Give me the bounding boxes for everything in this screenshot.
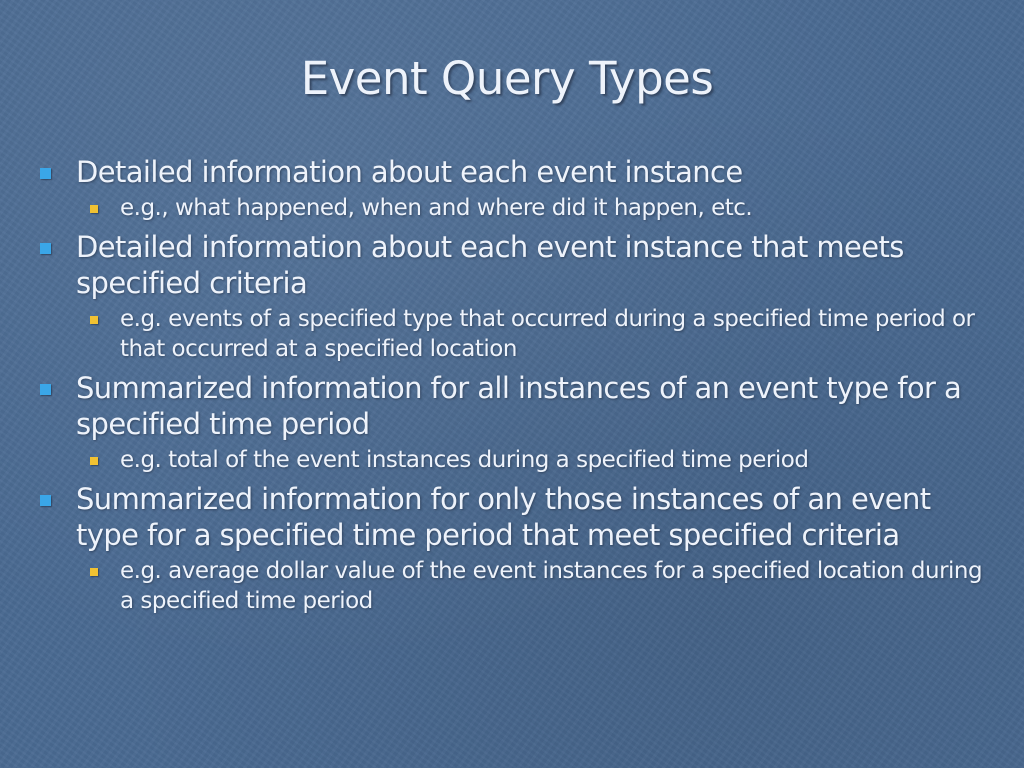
sub-bullet-item: [36, 445, 986, 475]
square-bullet-icon: [40, 384, 51, 395]
bullet-item: [36, 370, 986, 442]
square-bullet-icon: [40, 243, 51, 254]
bullet-text: Detailed information about each event instance: [76, 155, 743, 189]
bullet-item: [36, 229, 986, 301]
sub-bullet-item: [36, 556, 986, 616]
square-bullet-icon: [40, 495, 51, 506]
sub-bullet-item: [36, 304, 986, 364]
small-square-bullet-icon: [90, 568, 98, 576]
sub-bullet-text: e.g. events of a specified type that occurred during a specified time period or that occurred at a specified location: [120, 306, 975, 362]
bullet-text: Summarized information for all instances of an event type for a specified time period: [76, 371, 962, 441]
bullet-item: [36, 154, 986, 190]
sub-bullet-item: [36, 193, 986, 223]
small-square-bullet-icon: [90, 316, 98, 324]
square-bullet-icon: [40, 168, 51, 179]
small-square-bullet-icon: [90, 205, 98, 213]
bullet-text: Summarized information for only those instances of an event type for a specified time period that meet specified criteria: [76, 482, 931, 552]
sub-bullet-text: e.g. total of the event instances during a specified time period: [120, 447, 809, 473]
bullet-list: [36, 154, 986, 616]
bullet-item: [36, 481, 986, 553]
slide-title: Event Query Types: [300, 52, 714, 105]
sub-bullet-text: e.g., what happened, when and where did it happen, etc.: [120, 195, 753, 221]
bullet-text: Detailed information about each event instance that meets specified criteria: [76, 230, 904, 300]
sub-bullet-text: e.g. average dollar value of the event instances for a specified location during a specified time period: [120, 558, 983, 614]
small-square-bullet-icon: [90, 457, 98, 465]
